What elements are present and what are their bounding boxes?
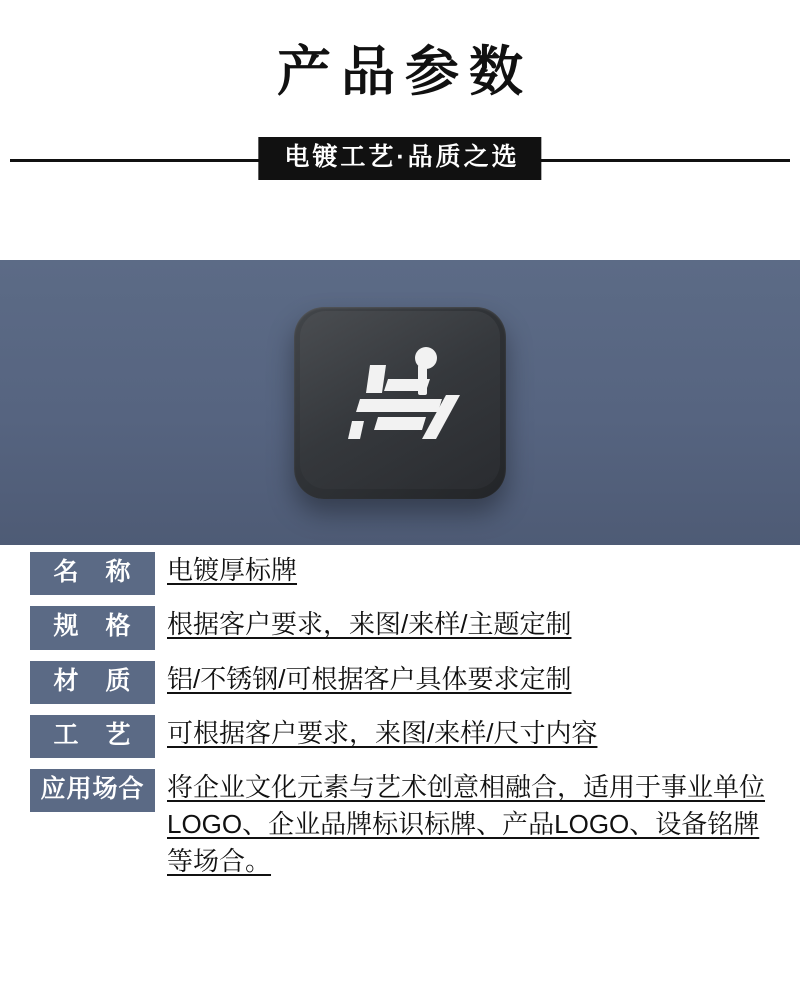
- title-divider: [0, 131, 800, 187]
- abstract-emblem-logo-icon: [330, 335, 470, 465]
- table-row: [30, 769, 770, 880]
- spec-value-specification: 根据客户要求，来图/来样/主题定制: [167, 609, 572, 640]
- plaque-face: [300, 311, 500, 489]
- spec-label-craft: 工 艺: [30, 715, 155, 758]
- spec-value-material: 铝/不锈钢/可根据客户具体要求定制: [167, 663, 572, 694]
- table-row: [30, 715, 770, 758]
- spec-label-application: 应用场合: [30, 769, 155, 812]
- spec-table: [0, 552, 800, 891]
- spec-label-name: 名 称: [30, 552, 155, 595]
- spec-label-specification: 规 格: [30, 606, 155, 649]
- hero-background: [0, 260, 800, 545]
- product-hero-image: [0, 260, 800, 545]
- spec-value-name: 电镀厚标牌: [167, 555, 298, 585]
- page-title: 产品参数: [277, 42, 533, 102]
- spec-label-material: 材 质: [30, 661, 155, 704]
- page-header: [0, 0, 800, 187]
- spec-value-craft: 可根据客户要求，来图/来样/尺寸内容: [167, 717, 598, 748]
- product-plaque: [294, 307, 506, 499]
- table-row: [30, 552, 770, 595]
- table-row: [30, 661, 770, 704]
- subtitle-badge: 电镀工艺·品质之选: [258, 137, 541, 180]
- table-row: [30, 606, 770, 649]
- spec-value-application: 将企业文化元素与艺术创意相融合，适用于事业单位LOGO、企业品牌标识标牌、产品LOGO、设备铭牌等场合。: [167, 772, 766, 876]
